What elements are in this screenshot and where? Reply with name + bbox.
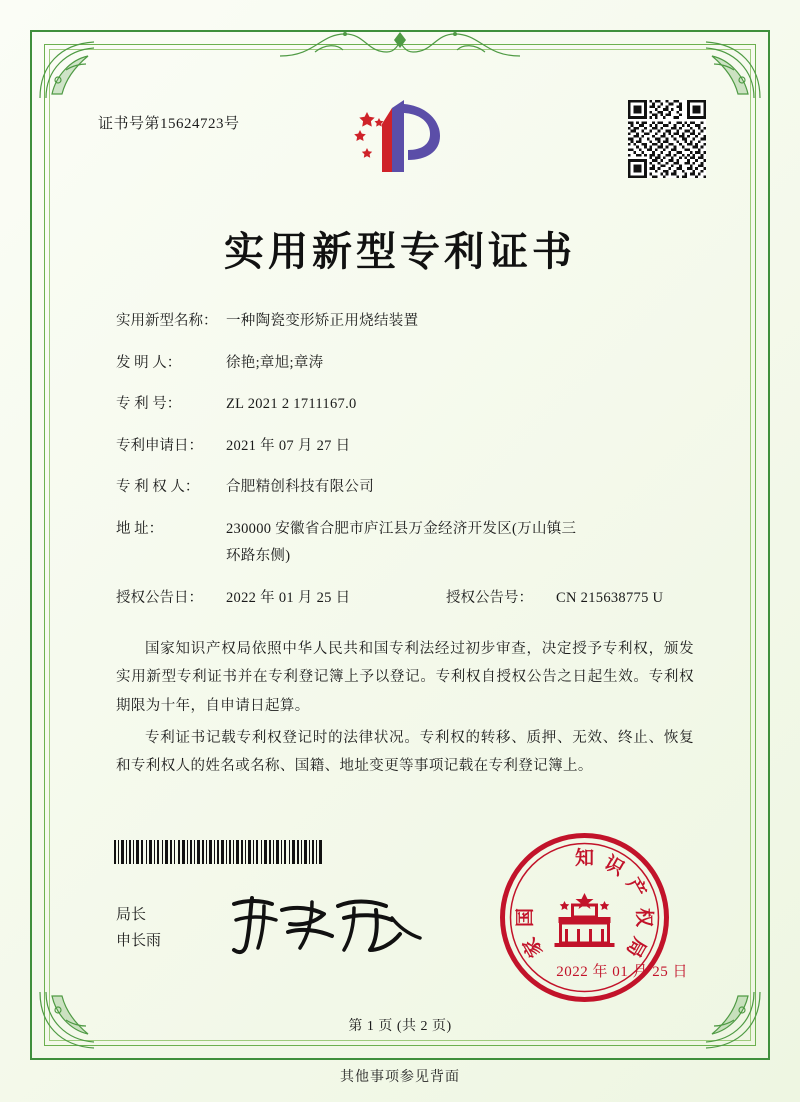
- field-grant-row: [116, 585, 700, 613]
- field-label: 实用新型名称：: [116, 313, 218, 329]
- field-label-text: 地 址：: [116, 520, 164, 537]
- svg-text:局: 局: [621, 933, 651, 961]
- barcode-icon: [114, 840, 324, 864]
- svg-text:家: 家: [518, 933, 548, 961]
- top-ornament-icon: [275, 28, 525, 62]
- handwritten-signature-icon: [220, 888, 440, 958]
- field-label: [116, 391, 226, 419]
- field-label-text: 专 利 权 人：: [116, 479, 200, 496]
- svg-text:产: 产: [621, 874, 651, 902]
- fields-list: [116, 308, 700, 626]
- address-line-1: 230000 安徽省合肥市庐江县万金经济开发区(万山镇三: [226, 520, 577, 537]
- field-inventor: [116, 350, 700, 378]
- field-label: 专利申请日：: [116, 437, 203, 454]
- field-application-date: [116, 433, 700, 461]
- field-patent-number: [116, 391, 700, 419]
- body-text: [116, 635, 694, 784]
- page-number: 第 1 页 (共 2 页): [348, 1019, 452, 1034]
- field-grant-publication-number: [446, 585, 663, 613]
- seal-date: 2022 年 01 月 25 日: [556, 964, 688, 980]
- corner-ornament-icon: [36, 36, 102, 102]
- field-patentee: [116, 474, 700, 502]
- field-value: 合肥精创科技有限公司: [226, 479, 374, 496]
- svg-text:权: 权: [633, 907, 655, 928]
- field-label-text: 专 利 号：: [116, 396, 182, 413]
- field-label-text: 发 明 人：: [116, 354, 182, 371]
- address-line-2: 环路东侧): [226, 548, 291, 565]
- field-label: 授权公告号：: [446, 589, 533, 606]
- field-label: [116, 516, 226, 544]
- field-value: 一种陶瓷变形矫正用烧结装置: [226, 313, 419, 329]
- field-value: 2022 年 01 月 25 日: [226, 589, 351, 606]
- cnipa-logo-icon: [330, 94, 470, 184]
- signature-block: [116, 902, 161, 955]
- body-paragraph: 专利证书记载专利权登记时的法律状况。专利权的转移、质押、无效、终止、恢复和专利权人的姓名或名称、国籍、地址变更等事项记载在专利登记簿上。: [116, 729, 694, 775]
- director-label: 局长: [116, 907, 147, 923]
- page-title: 实用新型专利证书: [224, 228, 576, 275]
- body-paragraph: 国家知识产权局依照中华人民共和国专利法经过初步审查，决定授予专利权，颁发实用新型专利证书并在专利登记簿上予以登记。专利权自授权公告之日起生效。专利权期限为十年，自申请日起算。: [116, 641, 694, 714]
- field-value: ZL 2021 2 1711167.0: [226, 396, 357, 413]
- footer-note: 其他事项参见背面: [340, 1070, 460, 1085]
- field-value: 2021 年 07 月 27 日: [226, 437, 351, 454]
- field-grant-date: [116, 585, 446, 613]
- corner-ornament-icon: [698, 36, 764, 102]
- svg-text:知: 知: [574, 847, 595, 869]
- certificate-number: 证书号第15624723号: [98, 116, 240, 132]
- field-value: 徐艳;章旭;章涛: [226, 354, 324, 371]
- field-address: [116, 516, 700, 571]
- svg-text:识: 识: [600, 851, 628, 881]
- field-value: CN 215638775 U: [556, 589, 664, 606]
- field-utility-model-name: [116, 308, 700, 336]
- svg-text:国: 国: [514, 907, 536, 928]
- field-label: [116, 350, 226, 378]
- field-label: 授权公告日：: [116, 589, 203, 606]
- qr-code-icon: [628, 100, 706, 178]
- field-label: [116, 474, 226, 502]
- field-value: [226, 516, 700, 571]
- director-name: 申长雨: [116, 933, 162, 950]
